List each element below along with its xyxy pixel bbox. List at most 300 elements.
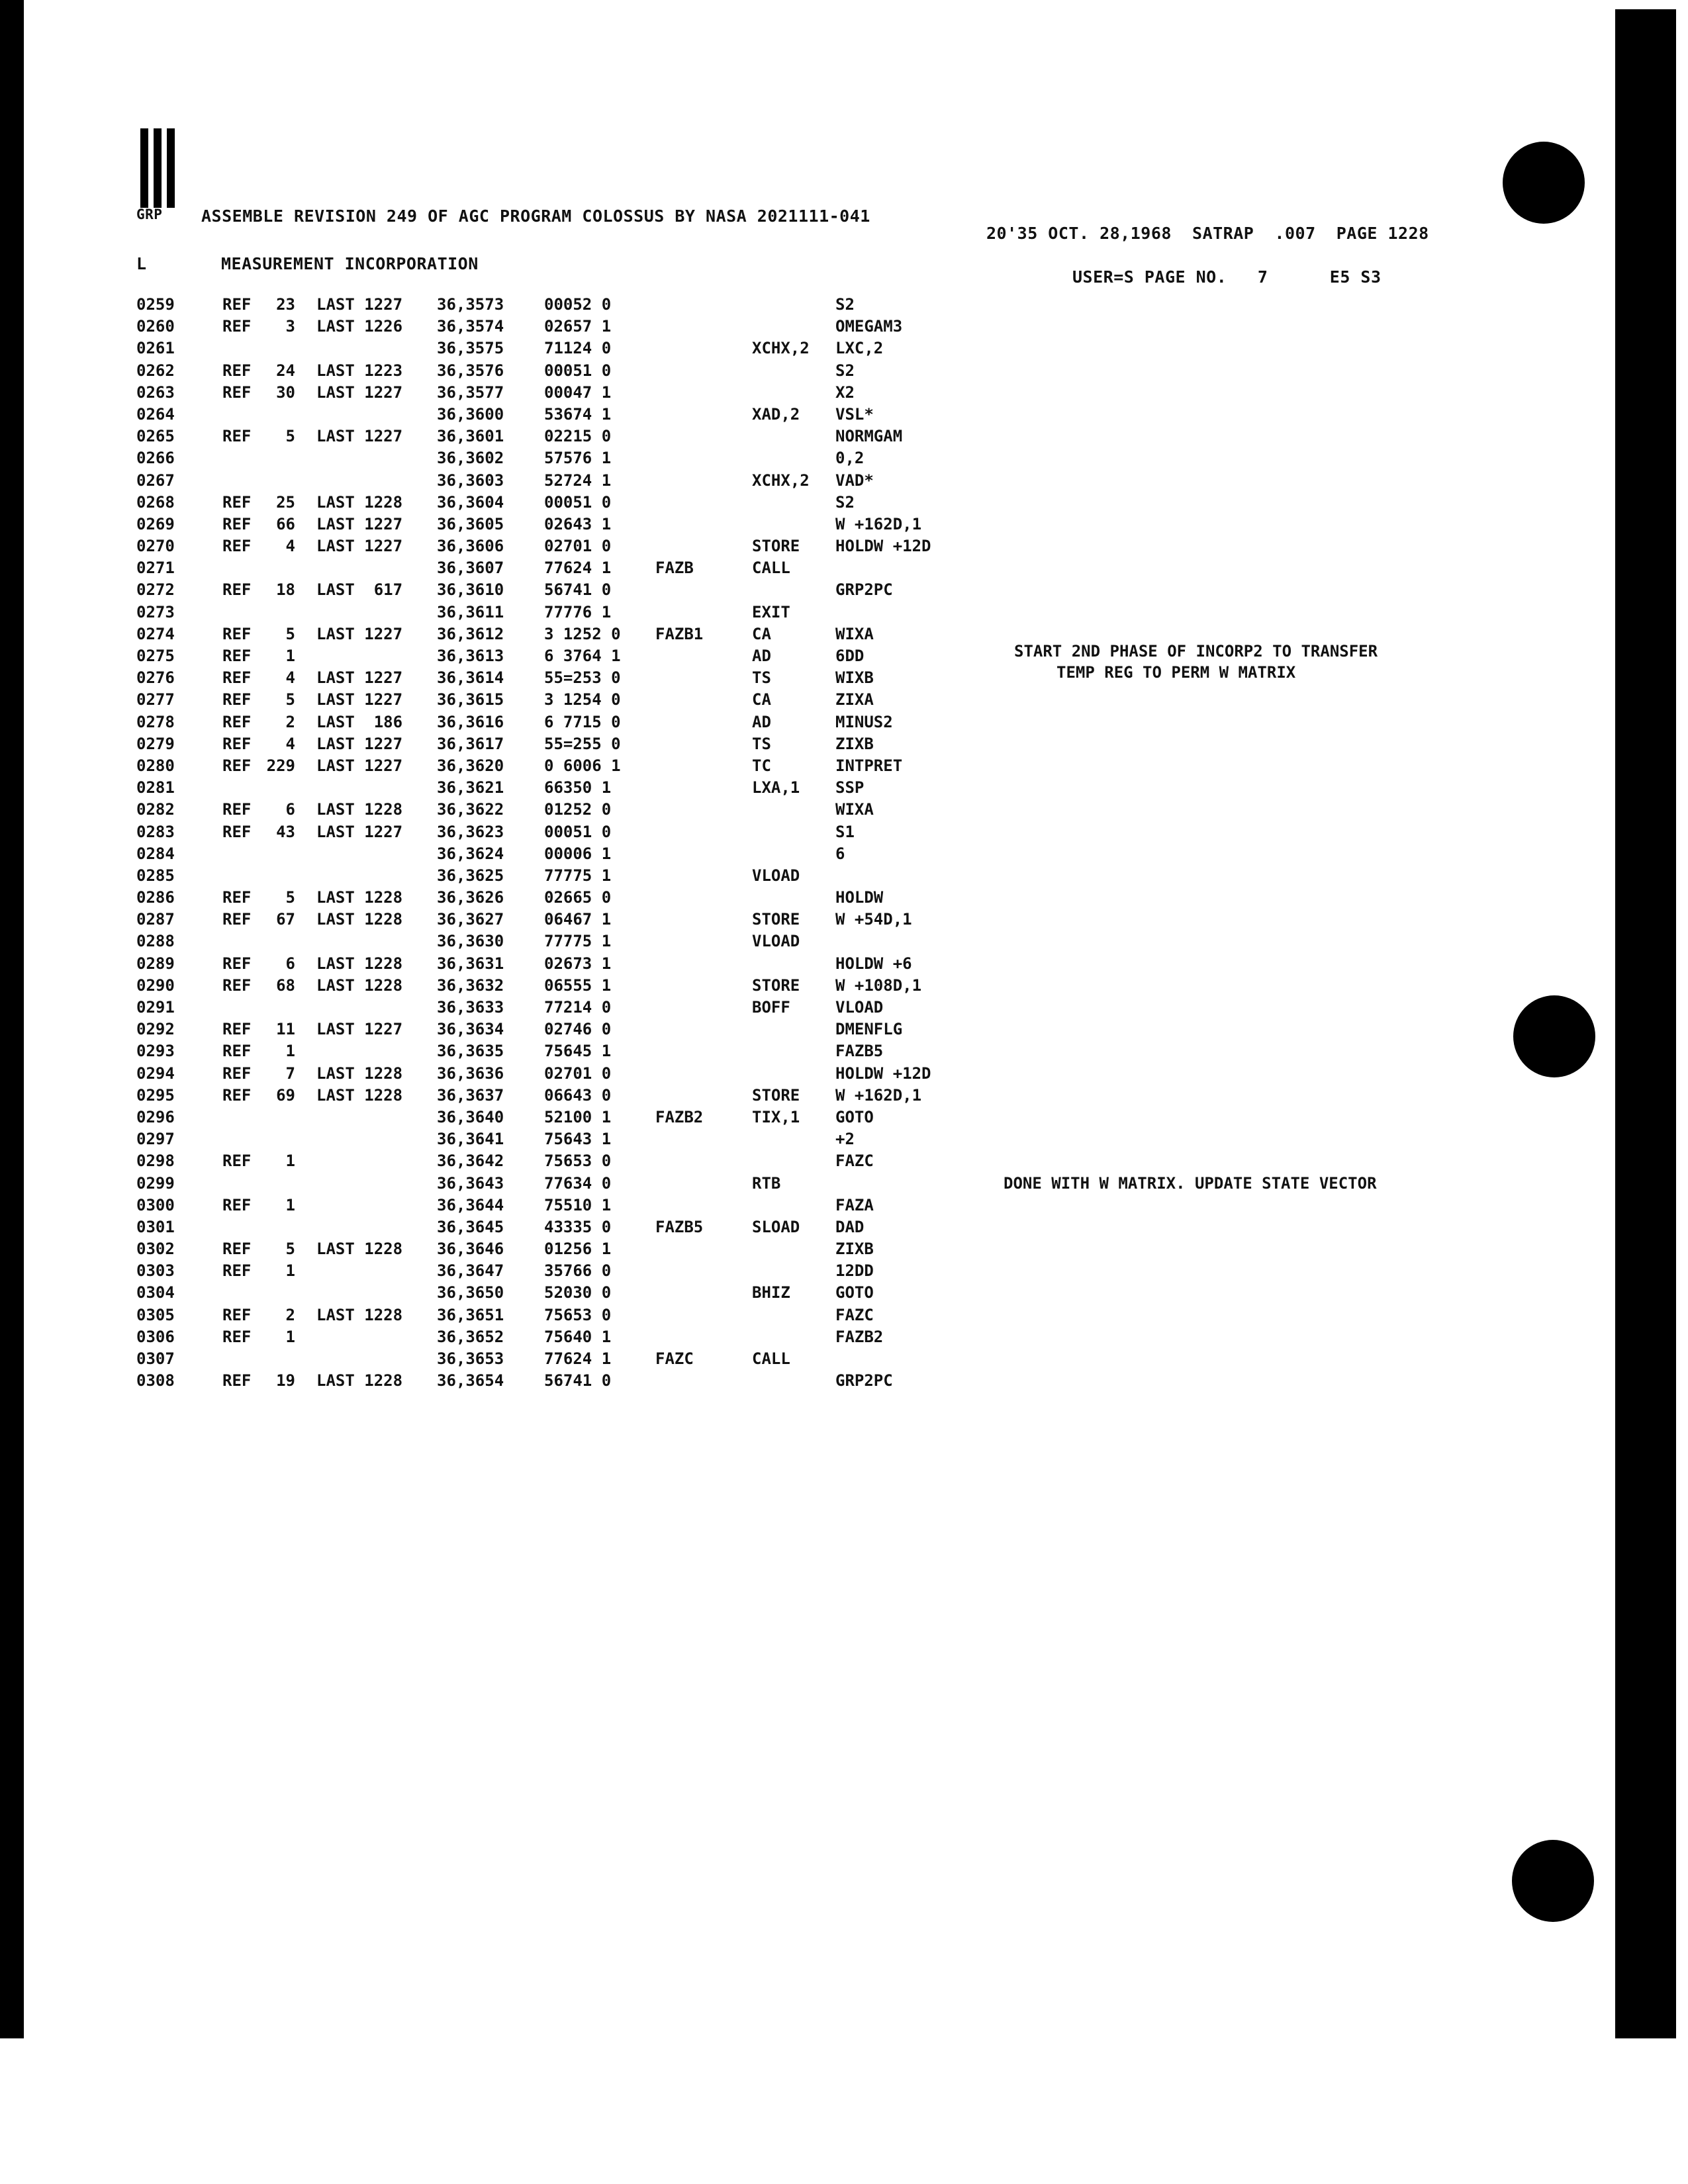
operand: SSP <box>835 778 865 797</box>
line-number: 0304 <box>136 1283 175 1302</box>
operand: DAD <box>835 1217 865 1236</box>
ref-count: 1 <box>285 1042 295 1061</box>
ref-count: 2 <box>285 1305 295 1324</box>
address: 36,3653 <box>437 1349 504 1368</box>
column-marker: L <box>136 254 147 273</box>
listing-row <box>0 713 1615 735</box>
operand: S1 <box>835 822 855 841</box>
ref-count: 5 <box>285 624 295 643</box>
ref-keyword: REF <box>222 383 252 402</box>
last-page-ref: LAST 186 <box>316 712 403 731</box>
ref-count: 4 <box>285 537 295 556</box>
operand: W +108D,1 <box>835 976 922 995</box>
listing-row <box>0 383 1615 405</box>
listing-row <box>0 1218 1615 1240</box>
listing-row <box>0 910 1615 932</box>
listing-row <box>0 1042 1615 1064</box>
line-number: 0290 <box>136 976 175 995</box>
line-number: 0293 <box>136 1042 175 1061</box>
opcode: VLOAD <box>752 932 800 951</box>
opcode: RTB <box>752 1173 781 1193</box>
last-page-ref: LAST 1228 <box>316 888 403 907</box>
listing-rows <box>0 295 1615 1393</box>
line-number: 0262 <box>136 361 175 380</box>
ref-count: 1 <box>285 1327 295 1346</box>
line-number: 0270 <box>136 537 175 556</box>
operand: ZIXB <box>835 1240 874 1259</box>
ref-count: 1 <box>285 647 295 665</box>
line-number: 0292 <box>136 1020 175 1039</box>
ref-keyword: REF <box>222 514 252 533</box>
ref-keyword: REF <box>222 756 252 775</box>
listing-row <box>0 668 1615 690</box>
address: 36,3642 <box>437 1152 504 1171</box>
listing-row <box>0 1283 1615 1305</box>
operand: W +162D,1 <box>835 1085 922 1105</box>
address: 36,3623 <box>437 822 504 841</box>
octal-word: 06467 1 <box>544 910 612 929</box>
ref-keyword: REF <box>222 822 252 841</box>
ref-count: 43 <box>276 822 295 841</box>
octal-word: 77634 0 <box>544 1173 612 1193</box>
opcode: XAD,2 <box>752 404 800 424</box>
line-number: 0299 <box>136 1173 175 1193</box>
line-number: 0298 <box>136 1152 175 1171</box>
last-page-ref: LAST 1227 <box>316 295 403 314</box>
address: 36,3646 <box>437 1240 504 1259</box>
opcode: BHIZ <box>752 1283 790 1302</box>
operand: 0,2 <box>835 449 865 468</box>
operand: NORMGAM <box>835 427 903 446</box>
ref-keyword: REF <box>222 295 252 314</box>
last-page-ref: LAST 1227 <box>316 756 403 775</box>
octal-word: 52030 0 <box>544 1283 612 1302</box>
line-number: 0305 <box>136 1305 175 1324</box>
line-number: 0288 <box>136 932 175 951</box>
ref-keyword: REF <box>222 668 252 688</box>
last-page-ref: LAST 1227 <box>316 624 403 643</box>
listing-row <box>0 580 1615 602</box>
ref-keyword: REF <box>222 1371 252 1390</box>
ref-count: 25 <box>276 492 295 512</box>
opcode: TC <box>752 756 771 775</box>
address: 36,3577 <box>437 383 504 402</box>
listing-row <box>0 1349 1615 1371</box>
listing-row <box>0 1108 1615 1130</box>
line-number: 0263 <box>136 383 175 402</box>
opcode: XCHX,2 <box>752 471 810 490</box>
octal-word: 75645 1 <box>544 1042 612 1061</box>
ref-count: 3 <box>285 317 295 336</box>
opcode: EXIT <box>752 602 790 621</box>
comment-done-w-matrix: DONE WITH W MATRIX. UPDATE STATE VECTOR <box>1004 1174 1377 1193</box>
octal-word: 75640 1 <box>544 1327 612 1346</box>
line-number: 0276 <box>136 668 175 688</box>
octal-word: 75653 0 <box>544 1305 612 1324</box>
operand: S2 <box>835 492 855 512</box>
operand: X2 <box>835 383 855 402</box>
listing-row <box>0 690 1615 712</box>
ref-count: 1 <box>285 1195 295 1214</box>
listing-row <box>0 603 1615 625</box>
listing-row <box>0 1306 1615 1328</box>
ref-count: 6 <box>285 800 295 819</box>
line-number: 0274 <box>136 624 175 643</box>
ref-keyword: REF <box>222 1195 252 1214</box>
listing-row <box>0 1086 1615 1108</box>
last-page-ref: LAST 1228 <box>316 1371 403 1390</box>
line-number: 0308 <box>136 1371 175 1390</box>
ref-count: 30 <box>276 383 295 402</box>
operand: FAZB5 <box>835 1042 884 1061</box>
address: 36,3631 <box>437 954 504 973</box>
listing-row <box>0 1152 1615 1173</box>
ref-keyword: REF <box>222 1327 252 1346</box>
operand: VLOAD <box>835 998 884 1017</box>
line-number: 0301 <box>136 1217 175 1236</box>
listing-row <box>0 888 1615 910</box>
listing-row <box>0 778 1615 800</box>
listing-row <box>0 361 1615 383</box>
ref-count: 19 <box>276 1371 295 1390</box>
ref-keyword: REF <box>222 1305 252 1324</box>
listing-row <box>0 471 1615 493</box>
ref-count: 2 <box>285 712 295 731</box>
ref-count: 5 <box>285 1240 295 1259</box>
listing-row <box>0 559 1615 580</box>
octal-word: 75510 1 <box>544 1195 612 1214</box>
line-number: 0259 <box>136 295 175 314</box>
ref-count: 24 <box>276 361 295 380</box>
ref-keyword: REF <box>222 1020 252 1039</box>
comment-temp-reg: TEMP REG TO PERM W MATRIX <box>1056 663 1296 682</box>
section-title: MEASUREMENT INCORPORATION <box>221 254 479 273</box>
last-page-ref: LAST 1228 <box>316 1085 403 1105</box>
listing-row <box>0 1130 1615 1152</box>
line-number: 0271 <box>136 559 175 578</box>
operand: HOLDW +12D <box>835 1064 931 1083</box>
listing-row <box>0 756 1615 778</box>
listing-row <box>0 866 1615 888</box>
address: 36,3601 <box>437 427 504 446</box>
last-page-ref: LAST 617 <box>316 580 403 600</box>
address: 36,3603 <box>437 471 504 490</box>
operand: FAZA <box>835 1195 874 1214</box>
octal-word: 02643 1 <box>544 514 612 533</box>
address: 36,3621 <box>437 778 504 797</box>
line-number: 0265 <box>136 427 175 446</box>
opcode: CALL <box>752 559 790 578</box>
address: 36,3614 <box>437 668 504 688</box>
last-page-ref: LAST 1228 <box>316 800 403 819</box>
opcode: STORE <box>752 1085 800 1105</box>
octal-word: 75653 0 <box>544 1152 612 1171</box>
line-number: 0273 <box>136 602 175 621</box>
opcode: STORE <box>752 976 800 995</box>
line-number: 0275 <box>136 647 175 665</box>
user-page-number: USER=S PAGE NO. 7 E5 S3 <box>1072 267 1382 287</box>
ref-keyword: REF <box>222 800 252 819</box>
operand: INTPRET <box>835 756 903 775</box>
line-number: 0287 <box>136 910 175 929</box>
ref-keyword: REF <box>222 1042 252 1061</box>
address: 36,3617 <box>437 734 504 753</box>
address: 36,3643 <box>437 1173 504 1193</box>
octal-word: 02746 0 <box>544 1020 612 1039</box>
listing-row <box>0 1064 1615 1086</box>
label: FAZC <box>655 1349 694 1368</box>
operand: FAZC <box>835 1152 874 1171</box>
opcode: XCHX,2 <box>752 339 810 358</box>
ref-keyword: REF <box>222 361 252 380</box>
address: 36,3615 <box>437 690 504 709</box>
last-page-ref: LAST 1228 <box>316 1240 403 1259</box>
last-page-ref: LAST 1227 <box>316 668 403 688</box>
operand: 12DD <box>835 1261 874 1281</box>
listing-row <box>0 823 1615 844</box>
operand: LXC,2 <box>835 339 884 358</box>
last-page-ref: LAST 1228 <box>316 976 403 995</box>
ref-keyword: REF <box>222 954 252 973</box>
ref-keyword: REF <box>222 647 252 665</box>
operand: ZIXB <box>835 734 874 753</box>
ref-count: 67 <box>276 910 295 929</box>
address: 36,3630 <box>437 932 504 951</box>
opcode: TS <box>752 734 771 753</box>
listing-row <box>0 1020 1615 1042</box>
line-number: 0272 <box>136 580 175 600</box>
octal-word: 71124 0 <box>544 339 612 358</box>
octal-word: 52100 1 <box>544 1107 612 1126</box>
octal-word: 56741 0 <box>544 580 612 600</box>
octal-word: 77214 0 <box>544 998 612 1017</box>
operand: DMENFLG <box>835 1020 903 1039</box>
operand: FAZB2 <box>835 1327 884 1346</box>
last-page-ref: LAST 1227 <box>316 690 403 709</box>
opcode: AD <box>752 647 771 665</box>
address: 36,3625 <box>437 866 504 885</box>
octal-word: 55=253 0 <box>544 668 621 688</box>
octal-word: 00051 0 <box>544 361 612 380</box>
octal-word: 75643 1 <box>544 1130 612 1149</box>
operand: GRP2PC <box>835 580 893 600</box>
address: 36,3611 <box>437 602 504 621</box>
last-page-ref: LAST 1228 <box>316 910 403 929</box>
address: 36,3644 <box>437 1195 504 1214</box>
ref-count: 1 <box>285 1261 295 1281</box>
octal-word: 02657 1 <box>544 317 612 336</box>
line-number: 0300 <box>136 1195 175 1214</box>
line-number: 0296 <box>136 1107 175 1126</box>
address: 36,3640 <box>437 1107 504 1126</box>
octal-word: 02215 0 <box>544 427 612 446</box>
listing-row <box>0 427 1615 449</box>
line-number: 0294 <box>136 1064 175 1083</box>
line-number: 0283 <box>136 822 175 841</box>
line-number: 0295 <box>136 1085 175 1105</box>
operand: VSL* <box>835 404 874 424</box>
punch-hole-top <box>1503 142 1585 224</box>
address: 36,3633 <box>437 998 504 1017</box>
octal-word: 06643 0 <box>544 1085 612 1105</box>
label: FAZB5 <box>655 1217 704 1236</box>
line-number: 0281 <box>136 778 175 797</box>
registration-marks <box>136 128 183 212</box>
ref-count: 1 <box>285 1152 295 1171</box>
listing-row <box>0 515 1615 537</box>
listing-row <box>0 976 1615 998</box>
last-page-ref: LAST 1227 <box>316 514 403 533</box>
line-number: 0291 <box>136 998 175 1017</box>
address: 36,3626 <box>437 888 504 907</box>
operand: +2 <box>835 1130 855 1149</box>
address: 36,3635 <box>437 1042 504 1061</box>
operand: GOTO <box>835 1107 874 1126</box>
address: 36,3607 <box>437 559 504 578</box>
listing-row <box>0 1328 1615 1349</box>
listing-row <box>0 954 1615 976</box>
operand: 6DD <box>835 647 865 665</box>
address: 36,3624 <box>437 844 504 863</box>
ref-count: 6 <box>285 954 295 973</box>
octal-word: 01252 0 <box>544 800 612 819</box>
ref-keyword: REF <box>222 580 252 600</box>
opcode: TS <box>752 668 771 688</box>
address: 36,3605 <box>437 514 504 533</box>
opcode: CA <box>752 690 771 709</box>
last-page-ref: LAST 1227 <box>316 734 403 753</box>
octal-word: 77624 1 <box>544 559 612 578</box>
ref-count: 68 <box>276 976 295 995</box>
operand: HOLDW <box>835 888 884 907</box>
line-number: 0266 <box>136 449 175 468</box>
listing-row <box>0 1261 1615 1283</box>
punch-hole-bottom <box>1512 1840 1594 1922</box>
address: 36,3602 <box>437 449 504 468</box>
opcode: LXA,1 <box>752 778 800 797</box>
ref-keyword: REF <box>222 1240 252 1259</box>
ref-keyword: REF <box>222 1261 252 1281</box>
line-number: 0286 <box>136 888 175 907</box>
listing-row <box>0 537 1615 559</box>
ref-keyword: REF <box>222 537 252 556</box>
ref-count: 229 <box>266 756 295 775</box>
listing-row <box>0 1240 1615 1261</box>
operand: WIXA <box>835 800 874 819</box>
line-number: 0282 <box>136 800 175 819</box>
lower-margin <box>0 2038 1688 2184</box>
ref-keyword: REF <box>222 910 252 929</box>
ref-keyword: REF <box>222 624 252 643</box>
operand: GRP2PC <box>835 1371 893 1390</box>
listing-row <box>0 844 1615 866</box>
last-page-ref: LAST 1228 <box>316 492 403 512</box>
opcode: SLOAD <box>752 1217 800 1236</box>
opcode: TIX,1 <box>752 1107 800 1126</box>
line-number: 0285 <box>136 866 175 885</box>
octal-word: 52724 1 <box>544 471 612 490</box>
label: FAZB1 <box>655 624 704 643</box>
line-number: 0280 <box>136 756 175 775</box>
operand: GOTO <box>835 1283 874 1302</box>
address: 36,3622 <box>437 800 504 819</box>
line-number: 0307 <box>136 1349 175 1368</box>
opcode: STORE <box>752 910 800 929</box>
operand: S2 <box>835 295 855 314</box>
opcode: CA <box>752 624 771 643</box>
ref-keyword: REF <box>222 492 252 512</box>
address: 36,3616 <box>437 712 504 731</box>
last-page-ref: LAST 1227 <box>316 1020 403 1039</box>
address: 36,3627 <box>437 910 504 929</box>
operand: W +162D,1 <box>835 514 922 533</box>
octal-word: 02673 1 <box>544 954 612 973</box>
header-stub: GRP <box>136 206 163 222</box>
octal-word: 02701 0 <box>544 1064 612 1083</box>
octal-word: 06555 1 <box>544 976 612 995</box>
address: 36,3650 <box>437 1283 504 1302</box>
operand: MINUS2 <box>835 712 893 731</box>
label: FAZB2 <box>655 1107 704 1126</box>
operand: OMEGAM3 <box>835 317 903 336</box>
ref-keyword: REF <box>222 976 252 995</box>
last-page-ref: LAST 1228 <box>316 954 403 973</box>
last-page-ref: LAST 1227 <box>316 383 403 402</box>
line-number: 0277 <box>136 690 175 709</box>
operand: FAZC <box>835 1305 874 1324</box>
octal-word: 3 1254 0 <box>544 690 621 709</box>
address: 36,3573 <box>437 295 504 314</box>
opcode: AD <box>752 712 771 731</box>
octal-word: 00051 0 <box>544 492 612 512</box>
octal-word: 00051 0 <box>544 822 612 841</box>
opcode: BOFF <box>752 998 790 1017</box>
listing-row <box>0 998 1615 1020</box>
line-number: 0297 <box>136 1130 175 1149</box>
line-number: 0284 <box>136 844 175 863</box>
octal-word: 00006 1 <box>544 844 612 863</box>
last-page-ref: LAST 1228 <box>316 1064 403 1083</box>
ref-keyword: REF <box>222 690 252 709</box>
listing-row <box>0 317 1615 339</box>
line-number: 0306 <box>136 1327 175 1346</box>
last-page-ref: LAST 1227 <box>316 427 403 446</box>
opcode: VLOAD <box>752 866 800 885</box>
address: 36,3612 <box>437 624 504 643</box>
ref-count: 4 <box>285 734 295 753</box>
listing-row <box>0 1371 1615 1393</box>
octal-word: 53674 1 <box>544 404 612 424</box>
last-page-ref: LAST 1226 <box>316 317 403 336</box>
listing-datetime: 20'35 OCT. 28,1968 SATRAP .007 PAGE 1228 <box>986 224 1429 243</box>
listing-row <box>0 493 1615 515</box>
octal-word: 35766 0 <box>544 1261 612 1281</box>
last-page-ref: LAST 1227 <box>316 822 403 841</box>
listing-row <box>0 295 1615 317</box>
operand: VAD* <box>835 471 874 490</box>
line-number: 0303 <box>136 1261 175 1281</box>
line-number: 0260 <box>136 317 175 336</box>
ref-count: 5 <box>285 690 295 709</box>
listing-row <box>0 735 1615 756</box>
listing-row <box>0 932 1615 954</box>
listing-row <box>0 405 1615 427</box>
address: 36,3613 <box>437 647 504 665</box>
ref-keyword: REF <box>222 317 252 336</box>
octal-word: 77775 1 <box>544 932 612 951</box>
line-number: 0268 <box>136 492 175 512</box>
address: 36,3645 <box>437 1217 504 1236</box>
